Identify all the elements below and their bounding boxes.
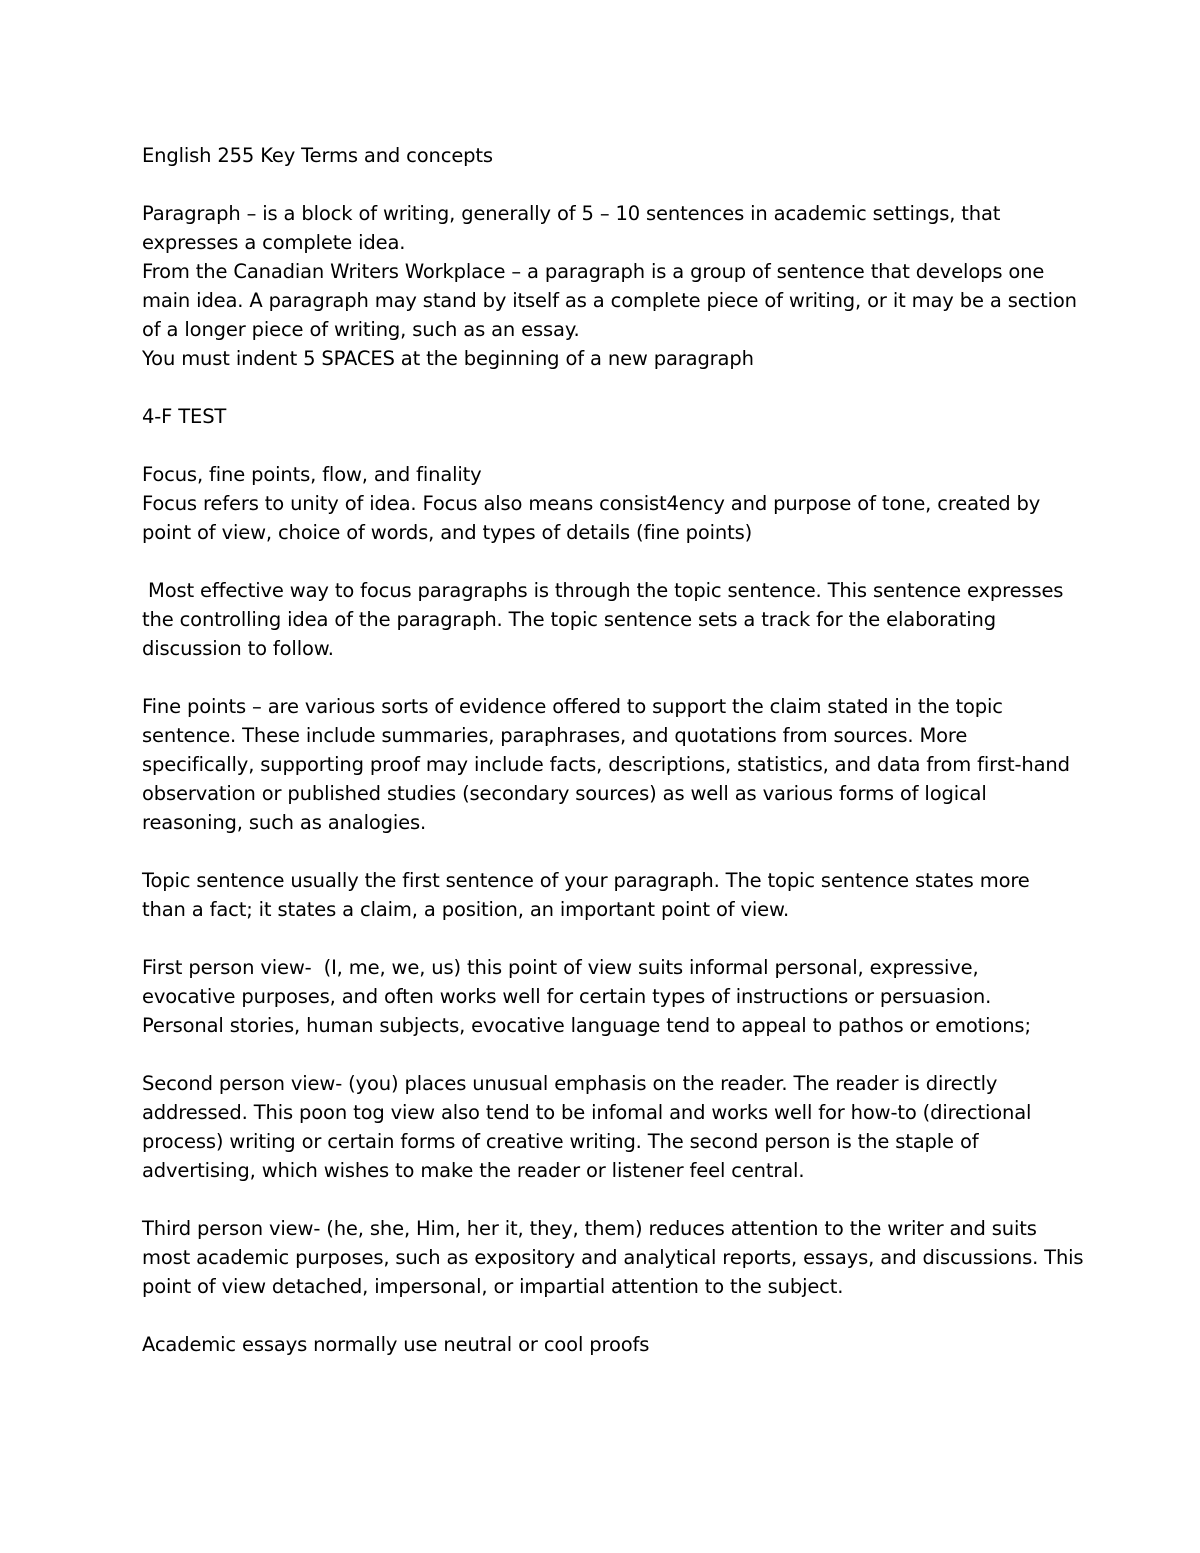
text-line: Fine points – are various sorts of evidence offered to support the claim stated in the topic — [142, 695, 1003, 718]
text-line: reasoning, such as analogies. — [142, 811, 427, 834]
text-line: than a fact; it states a claim, a position, an important point of view. — [142, 898, 790, 921]
spacer — [142, 663, 1067, 692]
section-heading-4f-test: 4-F TEST — [142, 405, 227, 428]
document-body — [142, 141, 1084, 1359]
spacer — [142, 1301, 1067, 1330]
fine-points-section — [142, 692, 1070, 837]
spacer — [142, 431, 1067, 460]
spacer — [142, 547, 1067, 576]
spacer — [142, 924, 1067, 953]
topic-sentence-section — [142, 866, 1067, 924]
text-line: advertising, which wishes to make the reader or listener feel central. — [142, 1159, 805, 1182]
third-person-section — [142, 1214, 1084, 1301]
text-line: main idea. A paragraph may stand by itself as a complete piece of writing, or it may be a section — [142, 289, 1077, 312]
text-line: sentence. These include summaries, paraphrases, and quotations from sources. More — [142, 724, 968, 747]
text-line: Second person view- (you) places unusual emphasis on the reader. The reader is directly — [142, 1072, 998, 1095]
spacer — [142, 373, 1067, 402]
text-line: Focus refers to unity of idea. Focus also means consist4ency and purpose of tone, created by — [142, 492, 1041, 515]
text-line: Topic sentence usually the first sentence of your paragraph. The topic sentence states more — [142, 869, 1030, 892]
text-line: addressed. This poon tog view also tend to be infomal and works well for how-to (directional — [142, 1101, 1032, 1124]
text-line: the controlling idea of the paragraph. The topic sentence sets a track for the elaborating — [142, 608, 996, 631]
spacer — [142, 837, 1067, 866]
spacer — [142, 1040, 1067, 1069]
first-person-section — [142, 953, 1067, 1040]
text-line: First person view- (I, me, we, us) this point of view suits informal personal, expressive, — [142, 956, 979, 979]
text-line: process) writing or certain forms of creative writing. The second person is the staple of — [142, 1130, 979, 1153]
focus-section — [142, 460, 1067, 547]
text-line: From the Canadian Writers Workplace – a paragraph is a group of sentence that develops one — [142, 260, 1045, 283]
text-line: of a longer piece of writing, such as an essay. — [142, 318, 580, 341]
academic-essays-line: Academic essays normally use neutral or cool proofs — [142, 1333, 650, 1356]
topic-focus-section — [142, 576, 1067, 663]
text-line: discussion to follow. — [142, 637, 334, 660]
text-line: Third person view- (he, she, Him, her it, they, them) reduces attention to the writer and suits — [142, 1217, 1037, 1240]
second-person-section — [142, 1069, 1067, 1185]
spacer — [142, 170, 1067, 199]
text-line: Personal stories, human subjects, evocative language tend to appeal to pathos or emotions; — [142, 1014, 1031, 1037]
text-line: point of view detached, impersonal, or impartial attention to the subject. — [142, 1275, 844, 1298]
text-line: specifically, supporting proof may include facts, descriptions, statistics, and data from first-hand — [142, 753, 1070, 776]
spacer — [142, 1185, 1067, 1214]
document-title: English 255 Key Terms and concepts — [142, 144, 493, 167]
text-line: expresses a complete idea. — [142, 231, 406, 254]
text-line: Focus, fine points, flow, and finality — [142, 463, 482, 486]
text-line: observation or published studies (secondary sources) as well as various forms of logical — [142, 782, 987, 805]
paragraph-definition — [142, 199, 1077, 373]
text-line: Most effective way to focus paragraphs is through the topic sentence. This sentence expresses — [142, 579, 1064, 602]
text-line: evocative purposes, and often works well for certain types of instructions or persuasion. — [142, 985, 992, 1008]
text-line: Paragraph – is a block of writing, generally of 5 – 10 sentences in academic settings, that — [142, 202, 1001, 225]
text-line: You must indent 5 SPACES at the beginning of a new paragraph — [142, 347, 754, 370]
text-line: most academic purposes, such as expository and analytical reports, essays, and discussions. This — [142, 1246, 1084, 1269]
text-line: point of view, choice of words, and types of details (fine points) — [142, 521, 753, 544]
